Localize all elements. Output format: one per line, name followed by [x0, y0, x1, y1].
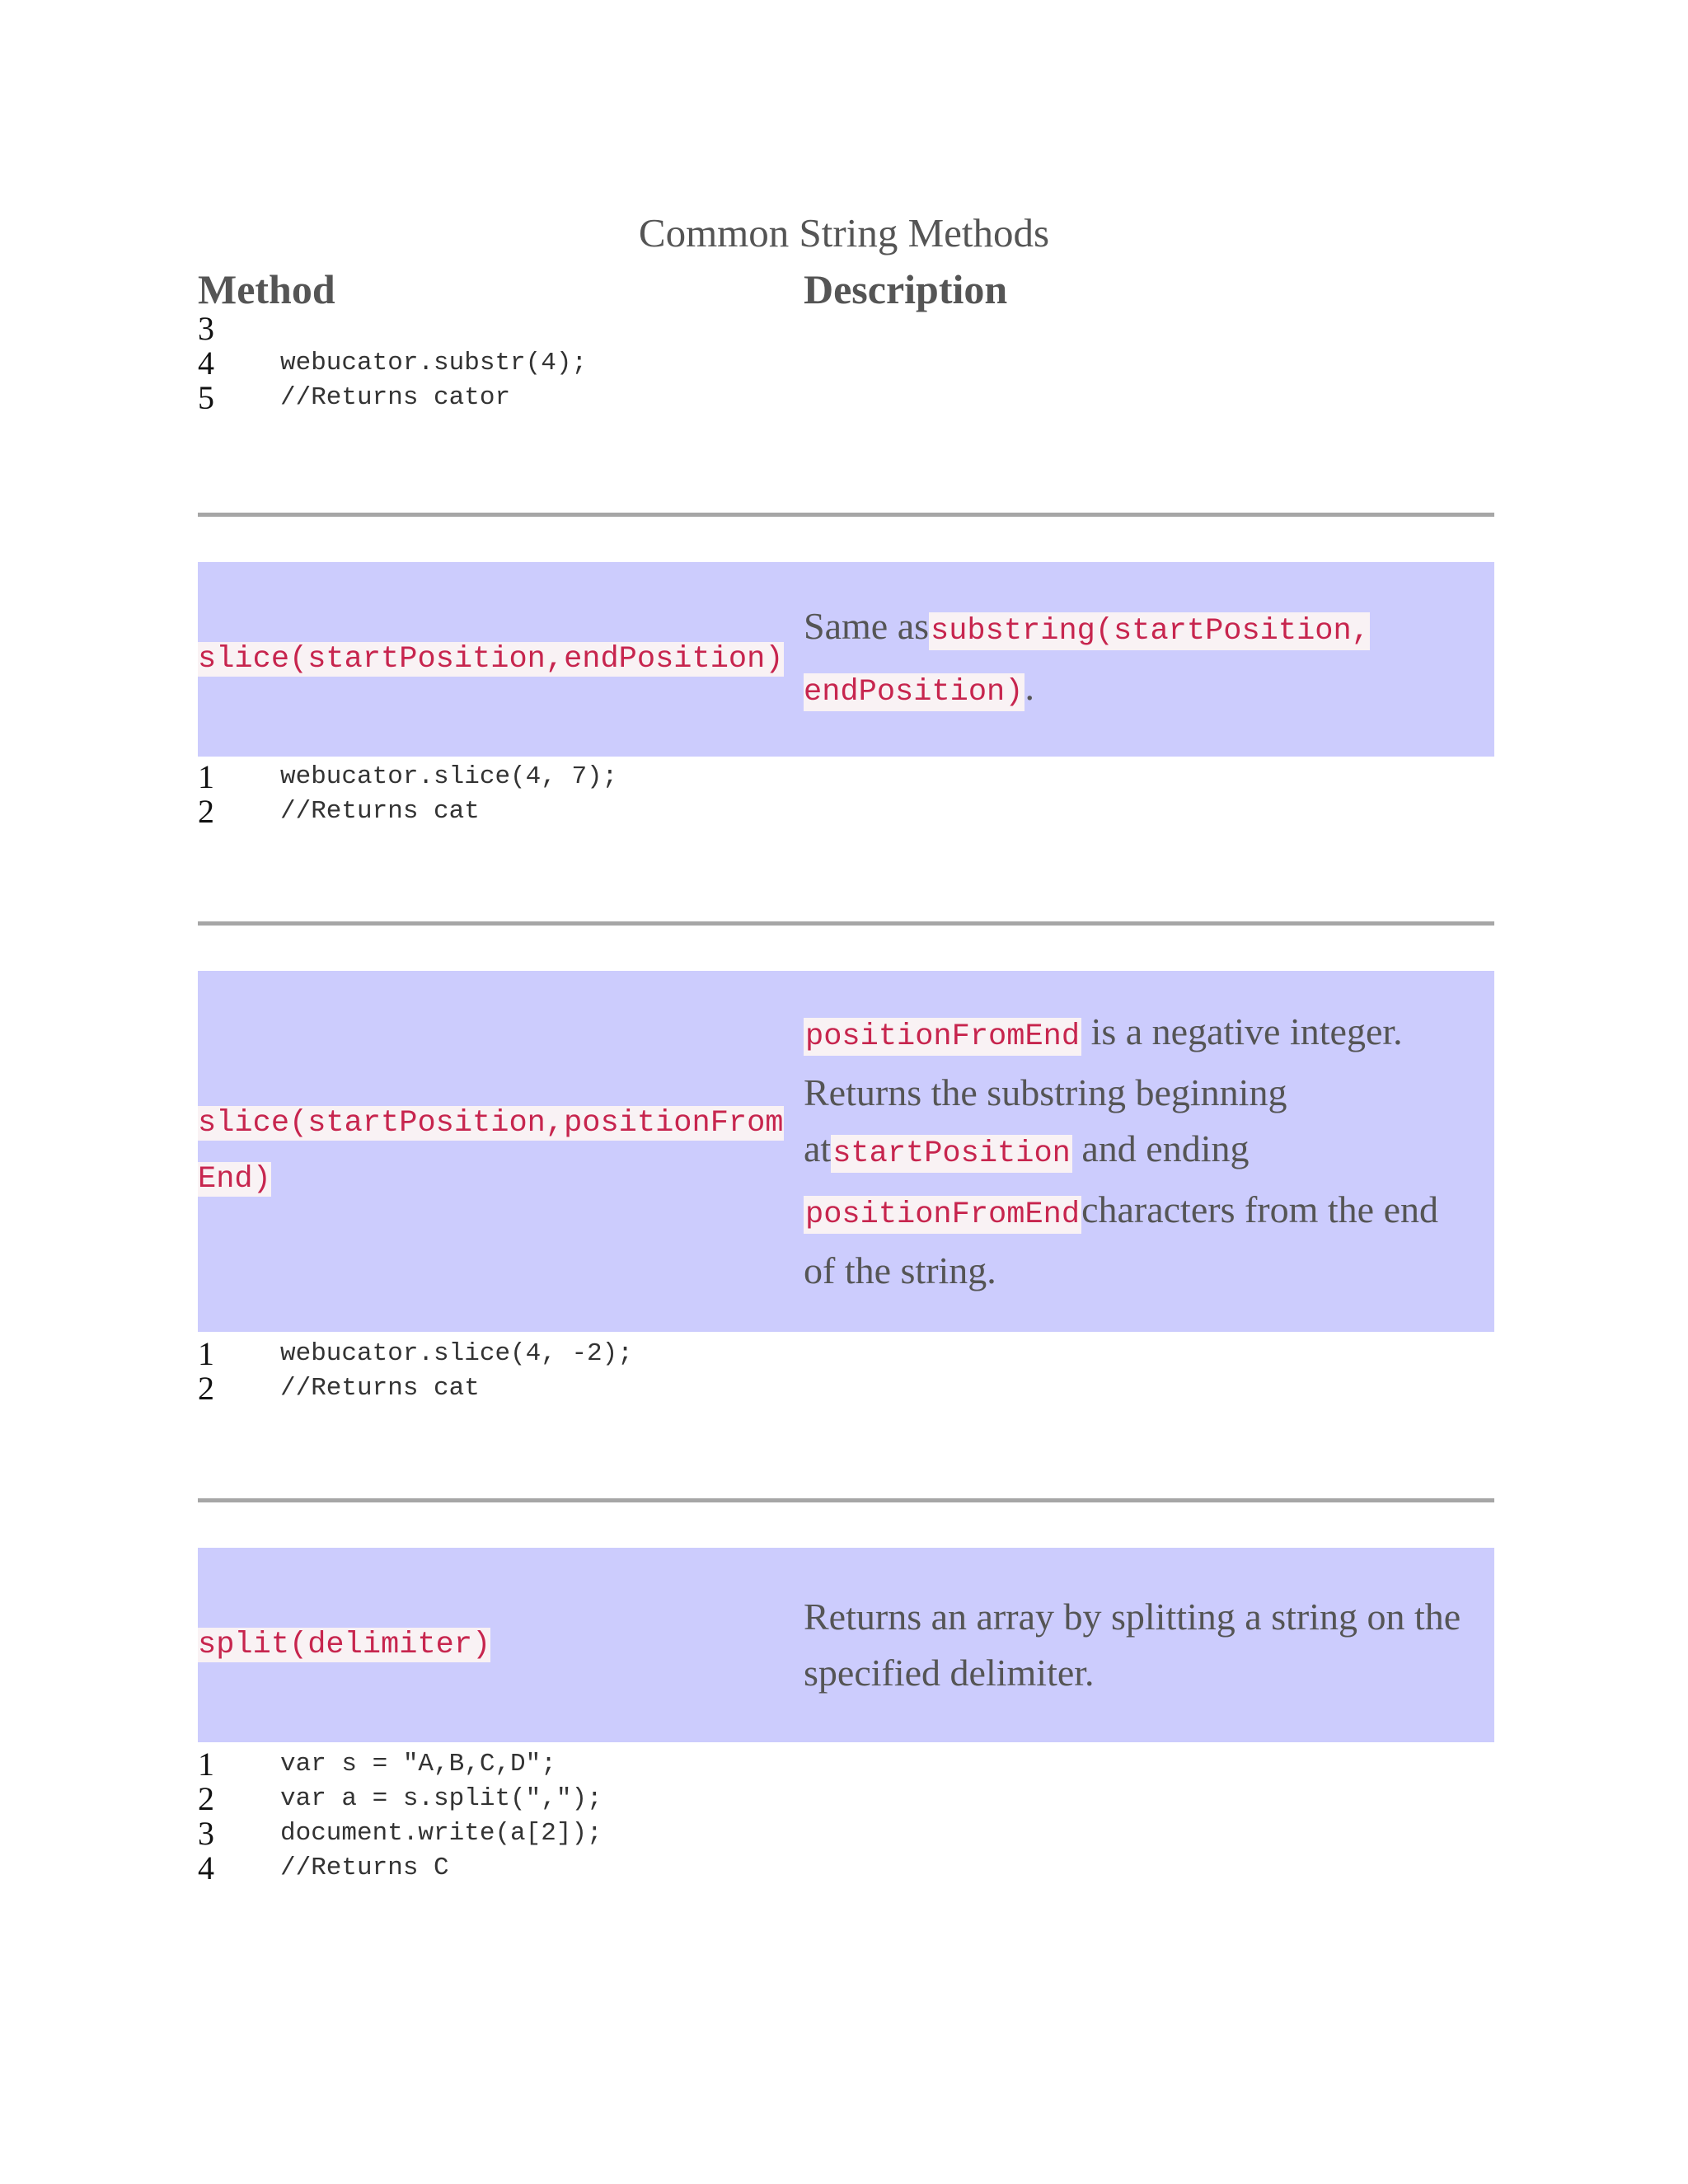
code-text: //Returns cat	[280, 797, 480, 826]
line-number: 2	[198, 1370, 214, 1407]
line-number: 2	[198, 793, 214, 830]
line-number: 5	[198, 379, 214, 416]
description-cell	[804, 562, 1463, 757]
code-text: webucator.substr(4);	[280, 349, 588, 377]
divider	[198, 513, 1494, 517]
method-row-slice-negative	[198, 971, 1494, 1332]
description-column-header: Description	[804, 266, 1008, 312]
line-number: 4	[198, 344, 214, 382]
code-text: var s = "A,B,C,D";	[280, 1750, 556, 1779]
inline-code: startPosition	[832, 1137, 1071, 1171]
code-text: //Returns cat	[280, 1374, 480, 1403]
inline-code: positionFromEnd	[805, 1019, 1081, 1054]
method-column-header: Method	[198, 266, 335, 312]
line-number: 2	[198, 1780, 214, 1817]
divider	[198, 921, 1494, 926]
method-cell	[198, 1548, 799, 1742]
code-text: webucator.slice(4, 7);	[280, 762, 618, 791]
description-text: Same assubstring(startPosition, endPosition).	[804, 605, 1370, 710]
inline-code: positionFromEnd	[805, 1197, 1081, 1232]
method-row-split	[198, 1548, 1494, 1742]
code-text: var a = s.split(",");	[280, 1784, 603, 1813]
method-cell	[198, 562, 799, 757]
method-signature: split(delimiter)	[198, 1628, 491, 1662]
code-text: //Returns C	[280, 1854, 449, 1882]
method-cell	[198, 971, 799, 1332]
line-number: 3	[198, 310, 214, 347]
code-text: webucator.slice(4, -2);	[280, 1339, 633, 1368]
code-text: //Returns cator	[280, 383, 511, 412]
description-text: positionFromEnd is a negative integer. Returns the substring beginning atstartPosition and ending positionFromEndcharacters from the end of the string.	[804, 1010, 1438, 1291]
line-number: 1	[198, 1335, 214, 1372]
line-number: 4	[198, 1849, 214, 1886]
line-number: 3	[198, 1815, 214, 1852]
method-row-slice	[198, 562, 1494, 757]
code-text: document.write(a[2]);	[280, 1819, 603, 1848]
method-signature: slice(startPosition,positionFromEnd)	[198, 1106, 784, 1197]
description-cell	[804, 1548, 1463, 1742]
line-number: 1	[198, 1746, 214, 1783]
line-number: 1	[198, 758, 214, 795]
description-cell	[804, 971, 1463, 1332]
inline-code: substring(startPosition, endPosition)	[804, 614, 1370, 710]
description-text: Returns an array by splitting a string on the specified delimiter.	[804, 1596, 1461, 1694]
divider	[198, 1498, 1494, 1502]
method-signature: slice(startPosition,endPosition)	[198, 642, 784, 677]
page-title: Common String Methods	[638, 210, 1050, 255]
